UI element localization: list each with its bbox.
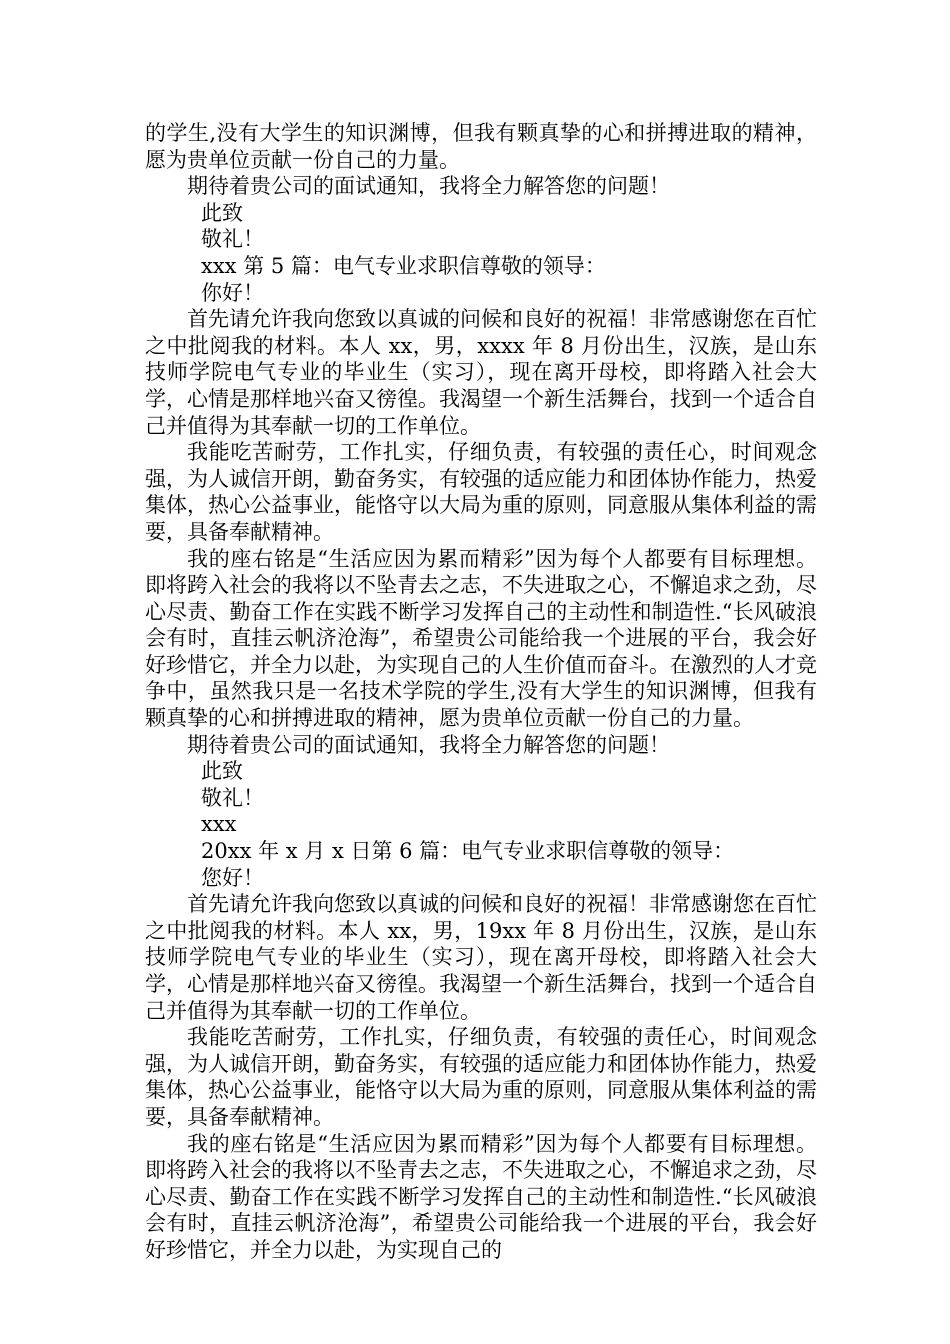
paragraph-body: 我的座右铭是“生活应因为累而精彩”因为每个人都要有目标理想。即将跨入社会的我将以不坠青去之志，不失进取之心，不懈追求之劲，尽心尽责、勤奋工作在实践不断学习发挥自己的主动性和制造性.“长风破浪会有时，直挂云帆济沧海”，希望贵公司能给我一个进展的平台，我会好好珍惜它，并全力以赴，为实现自己的人生价值而奋斗。在激烈的人才竞争中，虽然我只是一名技术学院的学生,没有大学生的知识渊博，但我有颗真挚的心和拼搏进取的精神，愿为贵单位贡献一份自己的力量。: [145, 546, 817, 731]
greeting-line: 您好！: [201, 865, 264, 890]
signature-line: xxx: [201, 812, 237, 837]
paragraph-continuation: 的学生,没有大学生的知识渊博，但我有颗真挚的心和拼搏进取的精神，愿为贵单位贡献一份自己的力量。: [145, 121, 817, 172]
salutation-line: 此致: [201, 759, 243, 784]
section-heading: 20xx 年 x 月 x 日第 6 篇：电气专业求职信尊敬的领导：: [201, 839, 735, 864]
salutation-line: 此致: [201, 200, 243, 225]
salutation-line: 敬礼！: [201, 785, 264, 810]
paragraph-body: 首先请允许我向您致以真诚的问候和良好的祝福！非常感谢您在百忙之中批阅我的材料。本人 xx，男，19xx 年 8 月份出生，汉族，是山东技师学院电气专业的毕业生（实习），现在离开母校，即将踏入社会大学，心情是那样地兴奋又徬徨。我渴望一个新生活舞台，找到一个适合自己并值得为其奉献一切的工作单位。: [145, 892, 817, 1023]
salutation-line: 敬礼！: [201, 227, 264, 252]
paragraph-body: 首先请允许我向您致以真诚的问候和良好的祝福！非常感谢您在百忙之中批阅我的材料。本人 xx，男，xxxx 年 8 月份出生，汉族，是山东技师学院电气专业的毕业生（实习），现在离开母校，即将踏入社会大学，心情是那样地兴奋又徬徨。我渴望一个新生活舞台，找到一个适合自己并值得为其奉献一切的工作单位。: [145, 307, 817, 438]
paragraph-body: 我能吃苦耐劳，工作扎实，仔细负责，有较强的责任心，时间观念强，为人诚信开朗，勤奋务实，有较强的适应能力和团体协作能力，热爱集体，热心公益事业，能恪守以大局为重的原则，同意服从集体利益的需要，具备奉献精神。: [145, 1025, 817, 1129]
document-page: [145, 120, 817, 1264]
paragraph-closing-request: 期待着贵公司的面试通知，我将全力解答您的问题！: [187, 174, 670, 199]
paragraph-body: 我的座右铭是“生活应因为累而精彩”因为每个人都要有目标理想。即将跨入社会的我将以不坠青去之志，不失进取之心，不懈追求之劲，尽心尽责、勤奋工作在实践不断学习发挥自己的主动性和制造性.“长风破浪会有时，直挂云帆济沧海”，希望贵公司能给我一个进展的平台，我会好好珍惜它，并全力以赴，为实现自己的: [145, 1131, 817, 1262]
section-heading: xxx 第 5 篇：电气专业求职信尊敬的领导：: [201, 253, 606, 278]
paragraph-body: 我能吃苦耐劳，工作扎实，仔细负责，有较强的责任心，时间观念强，为人诚信开朗，勤奋务实，有较强的适应能力和团体协作能力，热爱集体，热心公益事业，能恪守以大局为重的原则，同意服从集体利益的需要，具备奉献精神。: [145, 440, 817, 544]
greeting-line: 你好！: [201, 280, 264, 305]
paragraph-closing-request: 期待着贵公司的面试通知，我将全力解答您的问题！: [187, 732, 670, 757]
